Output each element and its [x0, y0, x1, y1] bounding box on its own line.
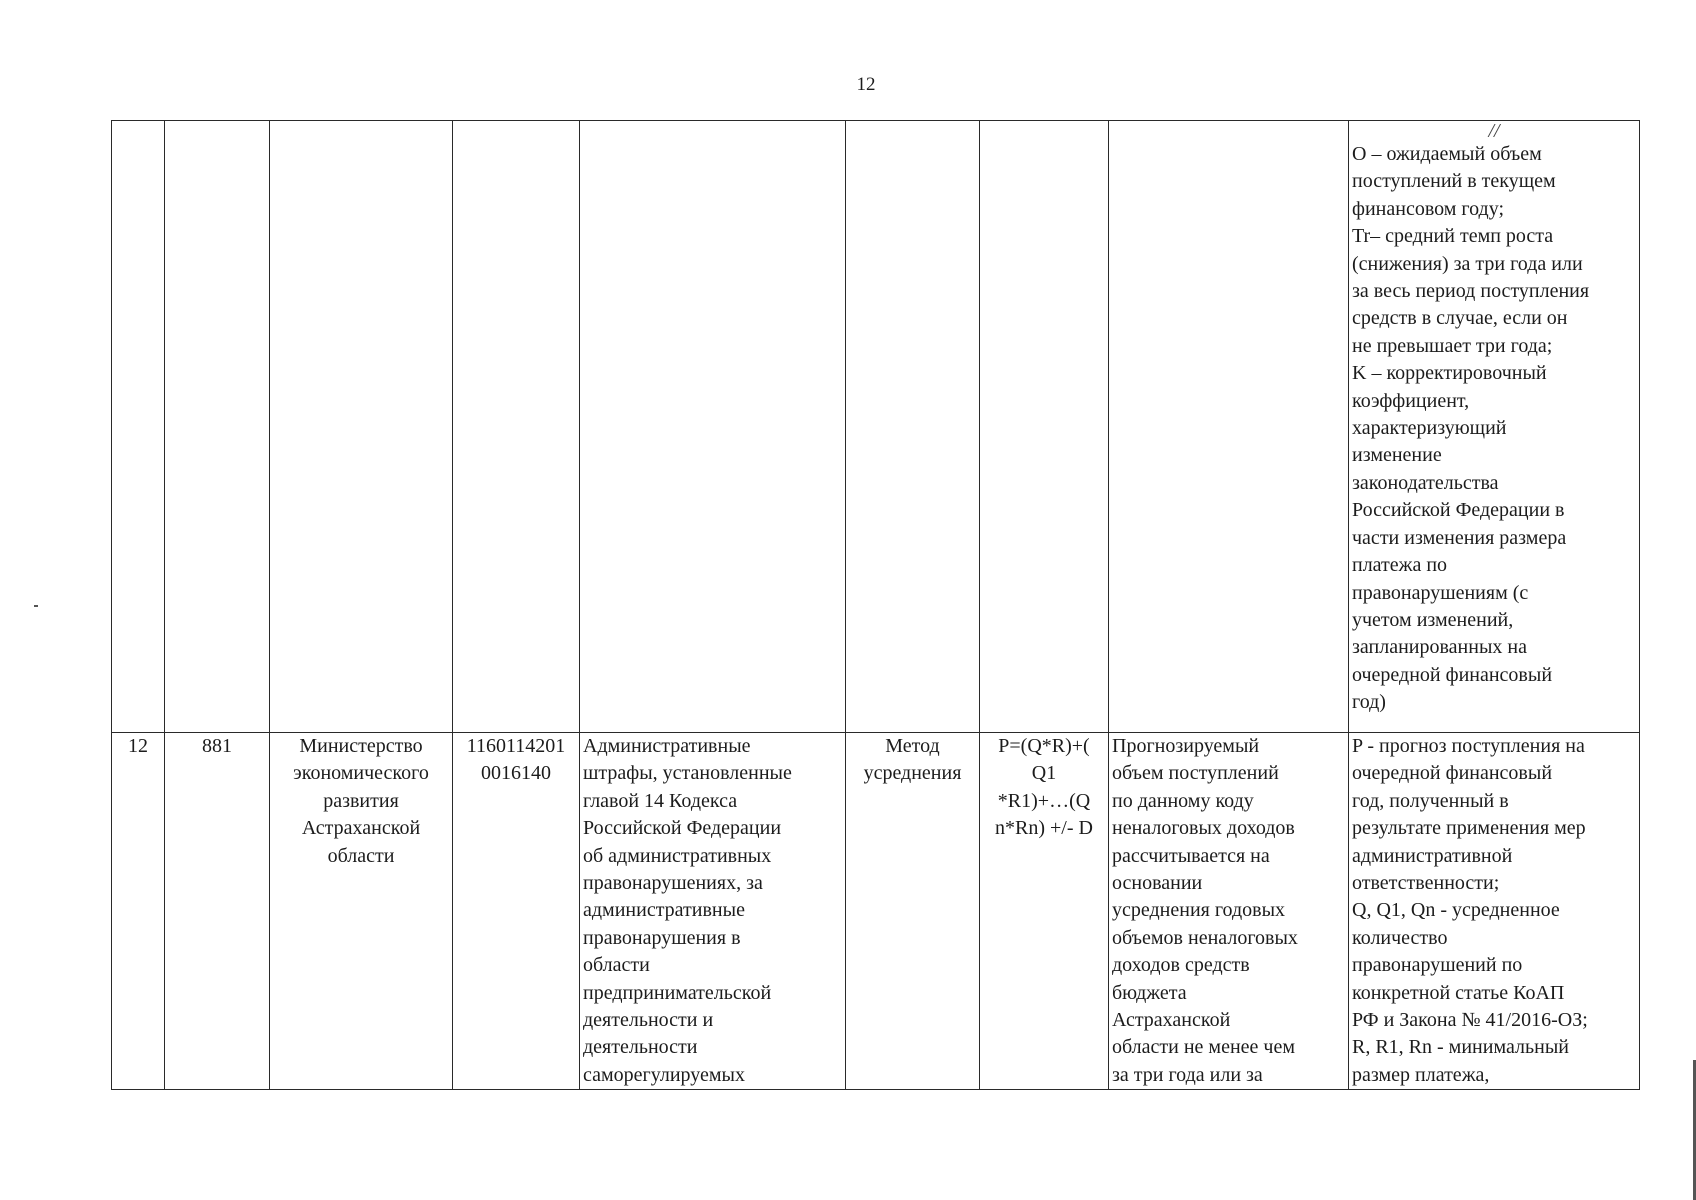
cell-formula: P=(Q*R)+( Q1 *R1)+…(Q n*Rn) +/- D	[980, 733, 1109, 1090]
cell-empty-admin-code	[165, 121, 270, 733]
cell-empty-formula	[980, 121, 1109, 733]
scan-dot	[34, 605, 38, 607]
continuation-row	[112, 121, 1640, 733]
cell-algorithm: Прогнозируемый объем поступлений по данному коду неналоговых доходов рассчитывается на основании усреднения годовых объемов неналоговых доходов средств бюджета Астраханской области не менее чем за три года или за	[1109, 733, 1349, 1090]
cell-explanation-continued	[1349, 121, 1640, 733]
page-number: 12	[856, 74, 876, 95]
cell-method: Метод усреднения	[846, 733, 980, 1090]
cell-income-name: Административные штрафы, установленные главой 14 Кодекса Российской Федерации об административных правонарушениях, за административные правонарушения в области предпринимательской деятельности и деятельности саморегулируемых	[580, 733, 846, 1090]
table-row	[112, 733, 1640, 1090]
cell-kbk: 1160114201 0016140	[453, 733, 580, 1090]
cell-empty-kbk	[453, 121, 580, 733]
cell-empty-method	[846, 121, 980, 733]
cell-explanation: P - прогноз поступления на очередной финансовый год, полученный в результате применения мер административной ответственности; Q, Q1, Qn - усредненное количество правонарушений по конкретной статье КоАП РФ и Закона № 41/2016-ОЗ; R, R1, Rn - минимальный размер платежа,	[1349, 733, 1640, 1090]
income-forecast-table	[111, 120, 1640, 1090]
cell-empty-number	[112, 121, 165, 733]
explanation-continued-text: О – ожидаемый объем поступлений в текущем финансовом году; Tr– средний темп роста (снижения) за три года или за весь период поступления средств в случае, если он не превышает три года; K – корректировочный коэффициент, характеризующий изменение законодательства Российской Федерации в части изменения размера платежа по правонарушениям (с учетом изменений, запланированных на очередной финансовый год)	[1352, 143, 1590, 714]
cell-row-number: 12	[112, 733, 165, 1090]
continuation-mark: //	[1488, 120, 1500, 142]
cell-administrator: Министерство экономического развития Астраханской области	[270, 733, 453, 1090]
cell-empty-algorithm	[1109, 121, 1349, 733]
cell-empty-income-name	[580, 121, 846, 733]
cell-empty-administrator	[270, 121, 453, 733]
cell-admin-code: 881	[165, 733, 270, 1090]
